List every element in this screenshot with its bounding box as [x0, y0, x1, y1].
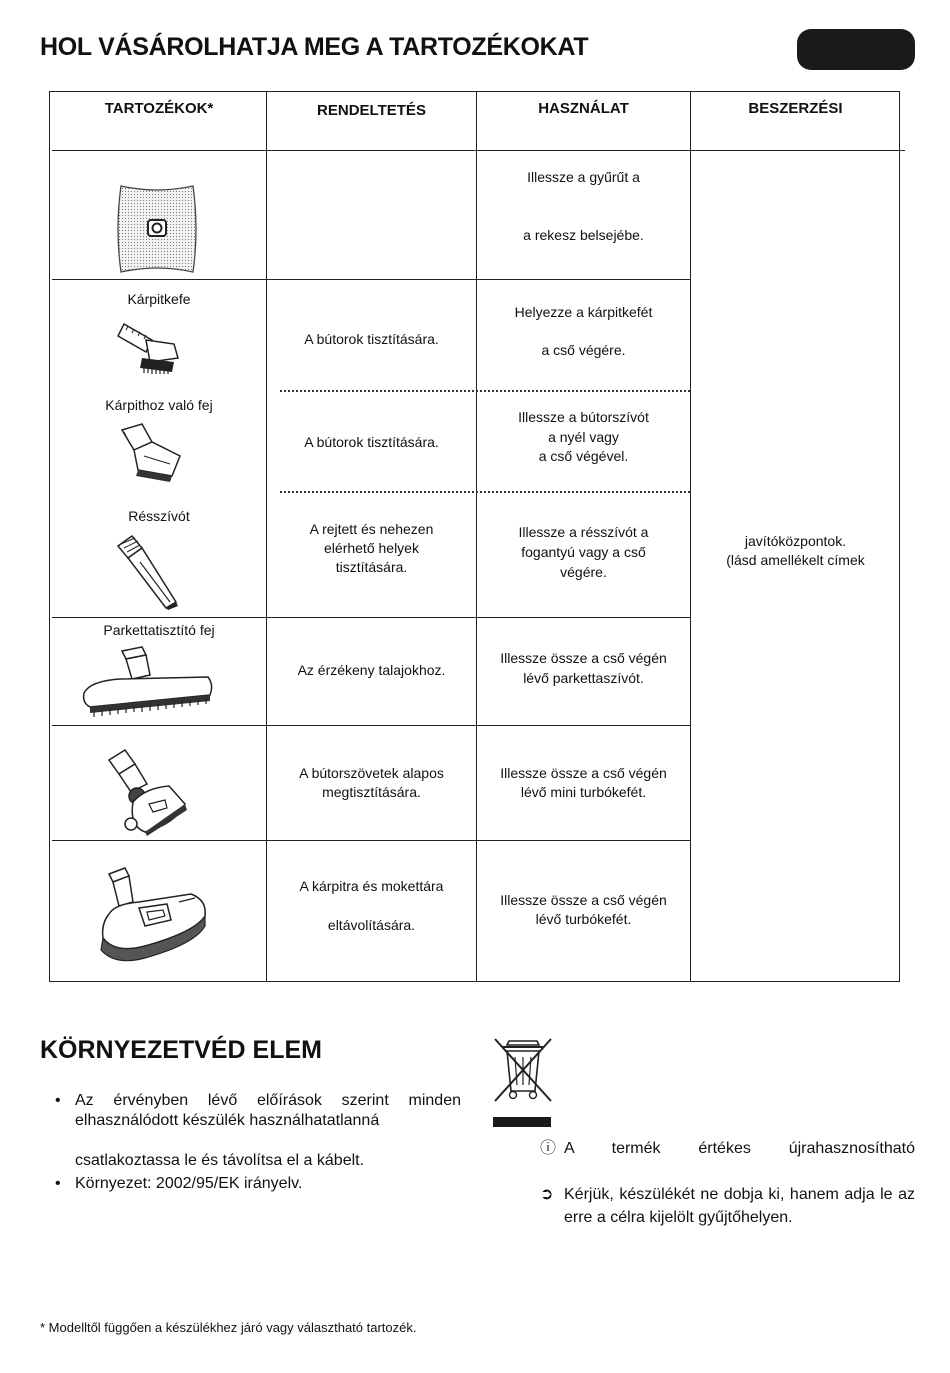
purpose-line: A bútorok tisztítására.: [304, 331, 439, 347]
table-dotted-divider: [280, 390, 690, 392]
crossed-bin-icon: [493, 1037, 553, 1129]
usage-line: Helyezze a kárpitkefét: [514, 304, 653, 320]
header-usage: HASZNÁLAT: [538, 100, 629, 117]
table-dotted-divider: [280, 491, 690, 493]
usage-line: Illessze össze a cső végén: [500, 892, 667, 908]
usage-line: Illessze a bútorszívót: [518, 409, 649, 425]
purchase-line: (lásd amellékelt címek: [726, 552, 865, 568]
usage-line: Illessze össze a cső végén: [500, 765, 667, 781]
table-divider: [52, 617, 690, 618]
recycling-info-text: A termék értékes újrahasznosítható: [564, 1140, 915, 1157]
purpose-line: A rejtett és nehezen: [309, 521, 434, 537]
usage-line: lévő turbókefét.: [535, 911, 632, 927]
purpose-line: tisztítására.: [335, 559, 408, 575]
usage-line: fogantyú vagy a cső: [521, 544, 646, 560]
info-icon: ⓘ: [540, 1140, 557, 1157]
list-item: [55, 1174, 461, 1194]
table-divider: [52, 725, 690, 726]
bullet-text: Az érvényben lévő előírások szerint minden elhasználódott készülék használhatatlanná: [75, 1092, 461, 1129]
purpose-line: eltávolítására.: [327, 917, 416, 933]
parquet-brush-icon: [80, 645, 216, 719]
accessory-label: Résszívót: [128, 508, 190, 524]
language-tab: [797, 29, 915, 70]
usage-line: a cső végére.: [541, 342, 626, 358]
page-title: HOL VÁSÁROLHATJA MEG A TARTOZÉKOKAT: [40, 33, 589, 61]
table-divider: [52, 150, 905, 151]
purchase-line: javítóközpontok.: [744, 533, 847, 549]
section-title: KÖRNYEZETVÉD ELEM: [40, 1036, 322, 1064]
bullet-text: csatlakoztassa le és távolítsa el a kábelt.: [75, 1152, 365, 1169]
accessory-label: Parkettatisztító fej: [103, 622, 215, 638]
purpose-line: A bútorok tisztítására.: [304, 434, 439, 450]
usage-line: végére.: [560, 564, 607, 580]
purpose-line: A kárpitra és mokettára: [299, 878, 444, 894]
usage-line: lévő parkettaszívót.: [523, 670, 644, 686]
purpose-line: Az érzékeny talajokhoz.: [297, 662, 446, 678]
crevice-tool-icon: [114, 534, 184, 610]
list-item: [55, 1091, 461, 1171]
recycling-info: [540, 1137, 915, 1160]
header-accessories: TARTOZÉKOK*: [104, 100, 214, 117]
usage-line: Illessze a résszívót a: [518, 524, 649, 540]
usage-line: Illessze a gyűrűt a: [527, 169, 640, 185]
upholstery-nozzle-icon: [114, 422, 186, 484]
purpose-line: A bútorszövetek alapos: [299, 765, 444, 781]
turbo-brush-icon: [95, 866, 210, 976]
usage-line: lévő mini turbókefét.: [520, 784, 647, 800]
mini-turbo-brush-icon: [105, 748, 189, 838]
accessory-label: Kárpitkefe: [127, 291, 191, 307]
table-divider: [52, 840, 690, 841]
environment-bullets: [55, 1091, 461, 1194]
footnote: * Modelltől függően a készülékhez járó vagy választható tartozék.: [40, 1320, 417, 1335]
purpose-line: megtisztítására.: [322, 784, 421, 800]
usage-line: a cső végével.: [538, 448, 629, 464]
usage-line: a rekesz belsejébe.: [523, 227, 644, 243]
upholstery-brush-icon: [112, 318, 184, 376]
bullet-mark: •: [55, 1092, 61, 1109]
usage-line: a nyél vagy: [548, 429, 619, 445]
table-divider: [52, 279, 690, 280]
usage-line: Illessze össze a cső végén: [500, 650, 667, 666]
disposal-note-text: Kérjük, készülékét ne dobja ki, hanem adja le az erre a célra kijelölt gyűjtőhelyen.: [564, 1186, 915, 1226]
bullet-mark: •: [55, 1175, 61, 1192]
bullet-text: Környezet: 2002/95/EK irányelv.: [75, 1175, 303, 1192]
disposal-note: [540, 1183, 915, 1229]
header-purchase: BESZERZÉSI: [748, 100, 843, 117]
filter-icon: [115, 184, 199, 274]
header-purpose: RENDELTETÉS: [317, 102, 426, 119]
purpose-line: elérhető helyek: [324, 540, 419, 556]
arrow-icon: ➲: [540, 1186, 554, 1203]
accessory-label: Kárpithoz való fej: [105, 397, 213, 413]
